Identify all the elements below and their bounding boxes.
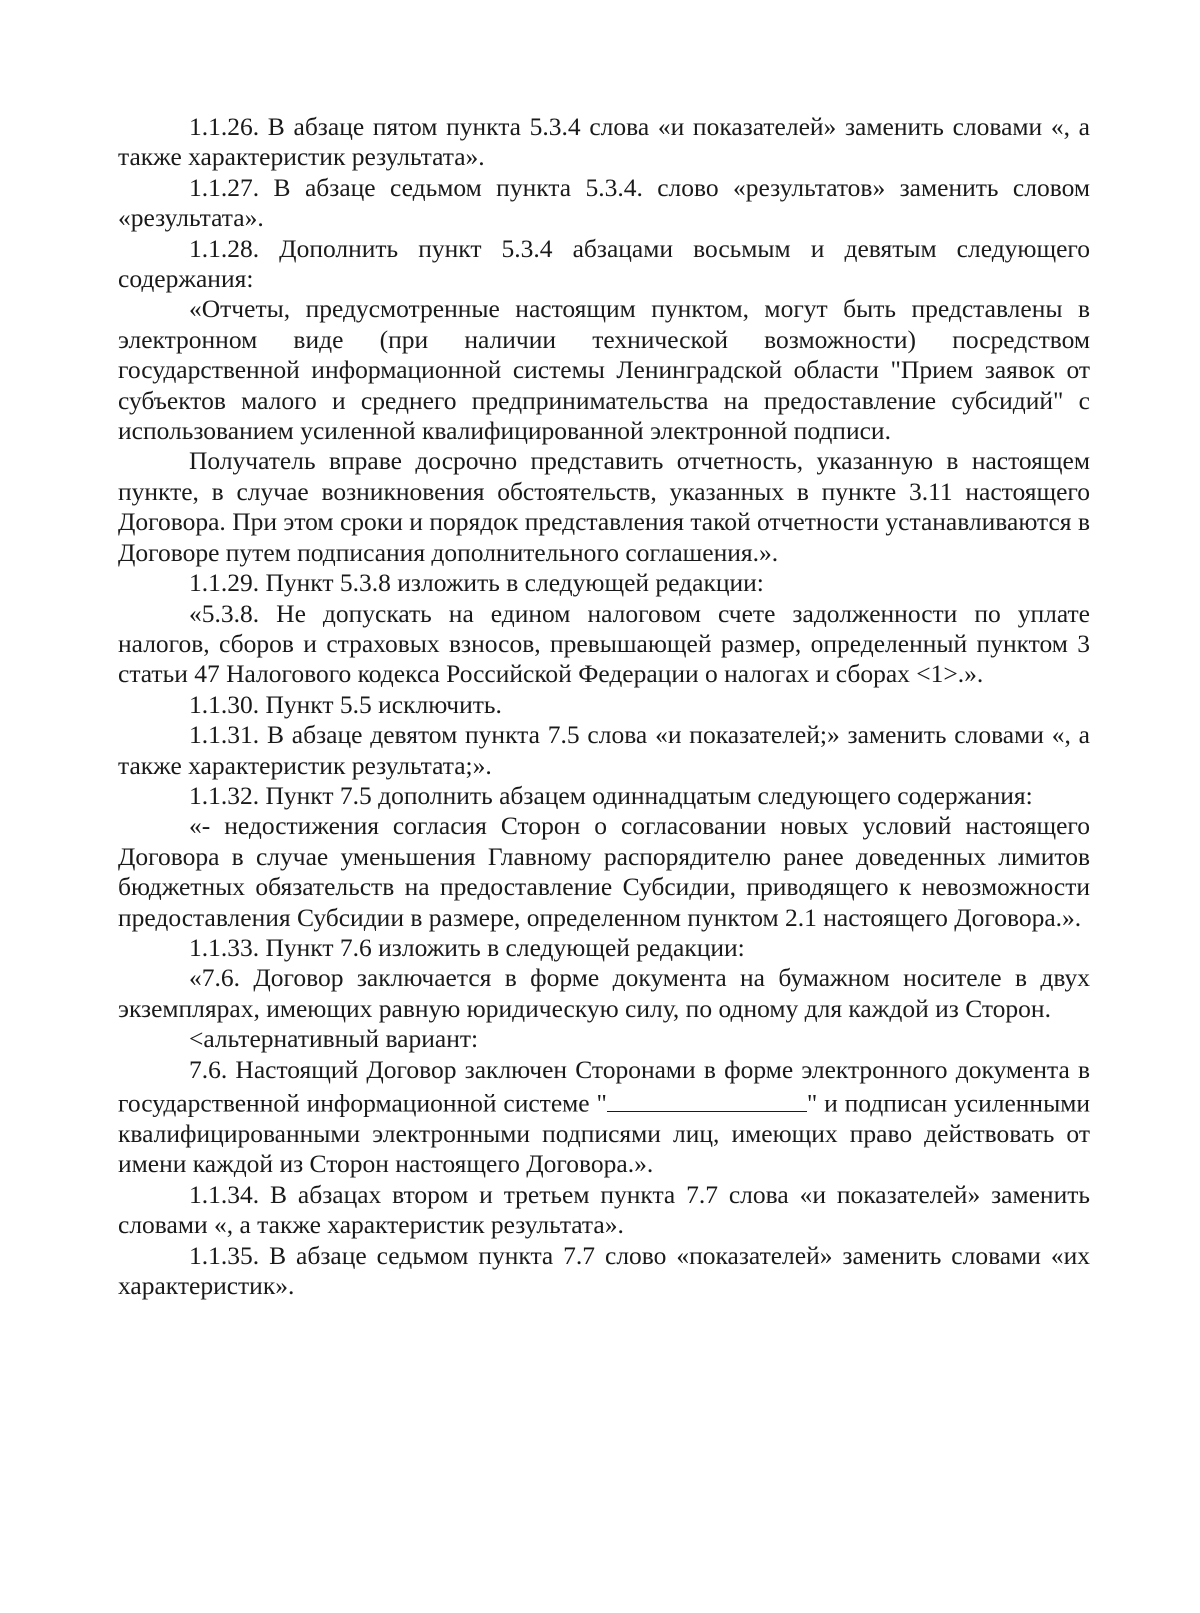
paragraph-1-1-30: 1.1.30. Пункт 5.5 исключить. — [189, 689, 502, 719]
paragraph-5-3-8-quote: «5.3.8. Не допускать на едином налоговом счете задолженности по уплате налогов, сборов и страховых взносов, превышающей размер, определенный пунктом 3 статьи 47 Налогового кодекса Российской Федерации о налогах и сборах <1>.». — [118, 598, 1090, 689]
paragraph-disagreement-quote: «- недостижения согласия Сторон о согласовании новых условий настоящего Договора в случае уменьшения Главному распорядителю ранее доведенных лимитов бюджетных обязательств на предоставление Субсидии, приводящего к невозможности предоставления Субсидии в размере, определенном пунктом 2.1 настоящего Договора.». — [118, 811, 1090, 932]
paragraph-1-1-27: 1.1.27. В абзаце седьмом пункта 5.3.4. слово «результатов» заменить словом «результата». — [118, 172, 1090, 233]
paragraph-1-1-29: 1.1.29. Пункт 5.3.8 изложить в следующей редакции: — [189, 568, 764, 598]
paragraph-reports-quote: «Отчеты, предусмотренные настоящим пунктом, могут быть представлены в электронном виде (при наличии технической возможности) посредством государственной информационной системы Ленинградской области "Прием заявок от субъектов малого и среднего предпринимательства на предоставление субсидий" с использованием усиленной квалифицированной электронной подписи. — [118, 294, 1090, 446]
paragraph-1-1-32: 1.1.32. Пункт 7.5 дополнить абзацем одиннадцатым следующего содержания: — [189, 780, 1033, 810]
paragraph-7-6-alt-part1: 7.6. Настоящий Договор заключен Сторонами в форме электронного документа в государственной информационной системе " — [118, 1054, 1090, 1118]
paragraph-1-1-34: 1.1.34. В абзацах втором и третьем пункта 7.7 слова «и показателей» заменить словами «, а также характеристик результата». — [118, 1179, 1090, 1240]
paragraph-1-1-33: 1.1.33. Пункт 7.6 изложить в следующей редакции: — [189, 932, 745, 962]
paragraph-7-6-alt-part2: " и подписан усиленными квалифицированными электронными подписями лиц, имеющих право действовать от имени каждой из Сторон настоящего Договора.». — [118, 1088, 1090, 1179]
system-name-blank-line — [607, 1085, 807, 1112]
paragraph-7-6-alternative — [118, 1055, 1090, 1180]
paragraph-7-6-quote: «7.6. Договор заключается в форме документа на бумажном носителе в двух экземплярах, имеющих равную юридическую силу, по одному для каждой из Сторон. — [118, 963, 1090, 1023]
paragraph-1-1-35: 1.1.35. В абзаце седьмом пункта 7.7 слово «показателей» заменить словами «их характеристик». — [118, 1240, 1090, 1300]
paragraph-1-1-31: 1.1.31. В абзаце девятом пункта 7.5 слова «и показателей;» заменить словами «, а также характеристик результата;». — [118, 720, 1090, 780]
paragraph-1-1-28: 1.1.28. Дополнить пункт 5.3.4 абзацами восьмым и девятым следующего содержания: — [118, 233, 1090, 294]
paragraph-1-1-26: 1.1.26. В абзаце пятом пункта 5.3.4 слова «и показателей» заменить словами «, а также характеристик результата». — [118, 112, 1090, 172]
paragraph-early-reporting: Получатель вправе досрочно представить отчетность, указанную в настоящем пункте, в случае возникновения обстоятельств, указанных в пункте 3.11 настоящего Договора. При этом сроки и порядок представления такой отчетности устанавливаются в Договоре путем подписания дополнительного соглашения.». — [118, 446, 1090, 567]
paragraph-alternative-label: <альтернативный вариант: — [189, 1024, 479, 1054]
document-page — [118, 112, 1090, 1301]
